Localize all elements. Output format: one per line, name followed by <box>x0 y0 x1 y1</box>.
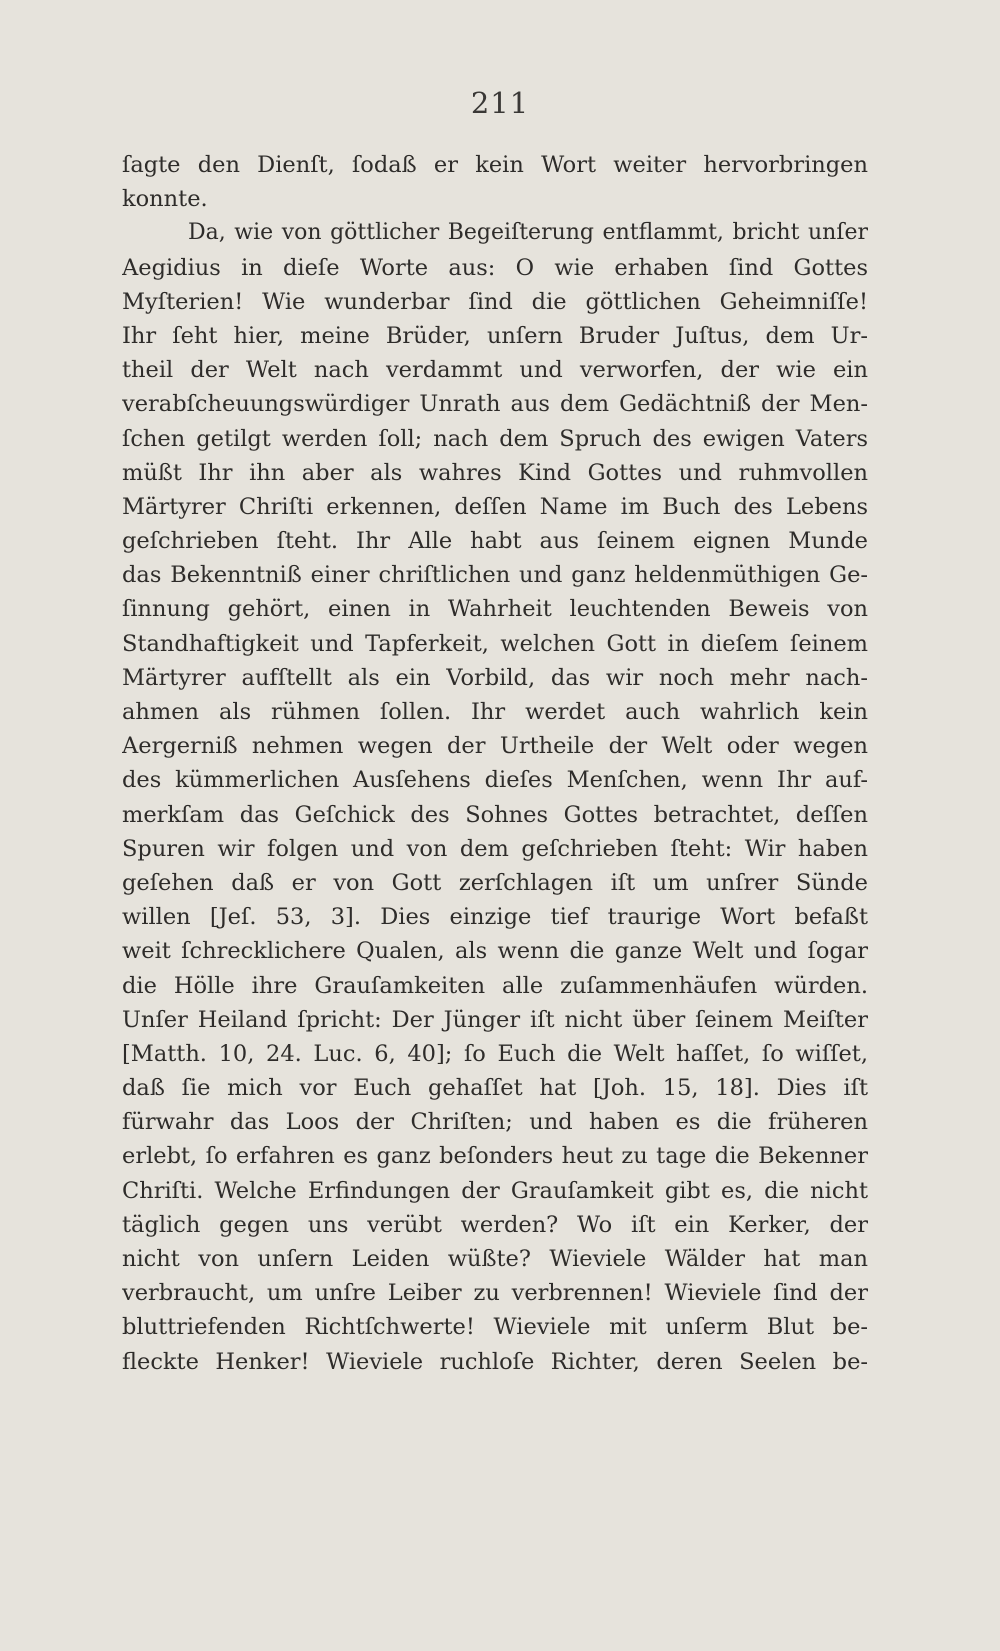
text-line: müßt Ihr ihn aber als wahres Kind Gottes und ruhmvollen <box>122 459 868 486</box>
text-line: geſehen daß er von Gott zerſchlagen iſt um unſrer Sünde <box>122 869 868 896</box>
text-line: Spuren wir folgen und von dem geſchrieben ſteht: Wir haben <box>122 835 868 862</box>
text-line: ſinnung gehört, einen in Wahrheit leuchtenden Beweis von <box>122 596 868 623</box>
text-line: geſchrieben ſteht. Ihr Alle habt aus ſeinem eignen Munde <box>122 528 868 555</box>
text-line: Unſer Heiland ſpricht: Der Jünger iſt nicht über ſeinem Meiſter <box>122 1006 868 1033</box>
text-line: fürwahr das Loos der Chriſten; und haben es die früheren <box>122 1109 868 1136</box>
text-line: verbraucht, um unſre Leiber zu verbrennen! Wieviele ſind der <box>122 1280 868 1307</box>
text-line: [Matth. 10, 24. Luc. 6, 40]; ſo Euch die Welt haſſet, ſo wiſſet, <box>122 1040 868 1067</box>
text-line: konnte. <box>122 186 208 213</box>
body-text <box>122 148 868 1379</box>
text-line: theil der Welt nach verdammt und verworfen, der wie ein <box>122 357 868 384</box>
text-line: verabſcheuungswürdiger Unrath aus dem Gedächtniß der Men- <box>122 391 868 418</box>
text-line: weit ſchrecklichere Qualen, als wenn die ganze Welt und ſogar <box>122 938 868 965</box>
text-line: nicht von unſern Leiden wüßte? Wieviele Wälder hat man <box>122 1246 868 1272</box>
text-line: Märtyrer Chriſti erkennen, deſſen Name im Buch des Lebens <box>122 493 868 520</box>
text-line: Aegidius in dieſe Worte aus: O wie erhaben ſind Gottes <box>122 254 868 281</box>
text-line: Märtyrer aufſtellt als ein Vorbild, das wir noch mehr nach- <box>122 664 868 691</box>
text-line: Chriſti. Welche Erfindungen der Grauſamkeit gibt es, die nicht <box>122 1177 868 1204</box>
text-line: Myſterien! Wie wunderbar ſind die göttlichen Geheimniſſe! <box>122 288 868 315</box>
text-line: bluttriefenden Richtſchwerte! Wieviele mit unſerm Blut be- <box>122 1314 868 1341</box>
text-line: des kümmerlichen Ausſehens dieſes Menſchen, wenn Ihr auf- <box>122 767 868 794</box>
text-line: ſchen getilgt werden ſoll; nach dem Spruch des ewigen Vaters <box>122 425 868 452</box>
text-line: daß ſie mich vor Euch gehaſſet hat [Joh. 15, 18]. Dies iſt <box>122 1075 868 1102</box>
text-line: täglich gegen uns verübt werden? Wo iſt ein Kerker, der <box>122 1211 868 1238</box>
text-line: ahmen als rühmen ſollen. Ihr werdet auch wahrlich kein <box>122 699 868 725</box>
text-line: ſagte den Dienſt, ſodaß er kein Wort weiter hervorbringen <box>122 152 868 178</box>
text-line: fleckte Henker! Wieviele ruchloſe Richter, deren Seelen be- <box>122 1348 868 1375</box>
text-line: merkſam das Geſchick des Sohnes Gottes betrachtet, deſſen <box>122 801 868 828</box>
text-line: Ihr ſeht hier, meine Brüder, unſern Bruder Juſtus, dem Ur- <box>122 322 868 349</box>
text-line: das Bekenntniß einer chriſtlichen und ganz heldenmüthigen Ge- <box>122 562 868 589</box>
text-line: Standhaftigkeit und Tapferkeit, welchen Gott in dieſem ſeinem <box>122 630 868 657</box>
text-line: erlebt, ſo erfahren es ganz beſonders heut zu tage die Bekenner <box>122 1143 868 1170</box>
page-number: 211 <box>470 86 530 120</box>
text-line: die Hölle ihre Grauſamkeiten alle zuſammenhäufen würden. <box>122 972 868 999</box>
text-line: Da, wie von göttlicher Begeiſterung entflammt, bricht unſer <box>188 220 868 246</box>
text-line: willen [Jeſ. 53, 3]. Dies einzige tief traurige Wort befaßt <box>122 904 868 931</box>
text-line: Aergerniß nehmen wegen der Urtheile der Welt oder wegen <box>122 733 868 760</box>
